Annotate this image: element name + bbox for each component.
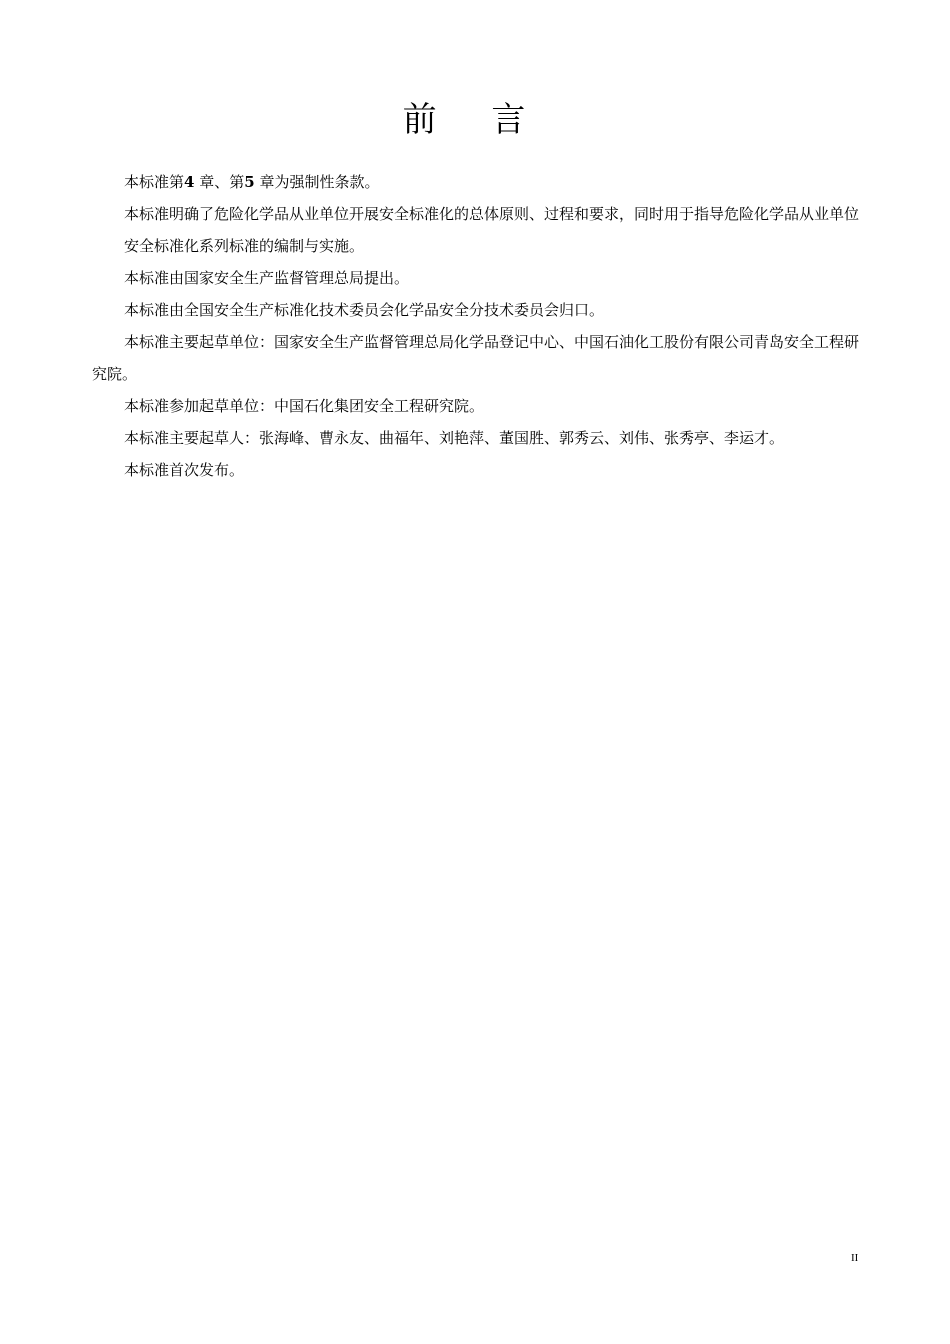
page-title: 前 言 (402, 100, 548, 140)
paragraph-mandatory-clauses (92, 166, 862, 198)
paragraph-main-drafters-org: 本标准主要起草单位：国家安全生产监督管理总局化学品登记中心、中国石油化工股份有限公司青岛安全工程研究院。 (92, 333, 860, 383)
chapter-number: 5 (244, 173, 255, 191)
text-fragment: 章为强制性条款。 (254, 173, 380, 191)
text-fragment: 章、第 (194, 173, 245, 191)
paragraph-scope: 本标准明确了危险化学品从业单位开展安全标准化的总体原则、过程和要求，同时用于指导危险化学品从业单位安全标准化系列标准的编制与实施。 (124, 205, 860, 255)
paragraph-participating-org: 本标准参加起草单位：中国石化集团安全工程研究院。 (124, 397, 485, 415)
paragraph-main-drafters: 本标准主要起草人：张海峰、曹永友、曲福年、刘艳萍、董国胜、郭秀云、刘伟、张秀亭、李运才。 (124, 429, 785, 447)
paragraph-administrator: 本标准由全国安全生产标准化技术委员会化学品安全分技术委员会归口。 (124, 301, 605, 319)
paragraph-first-release: 本标准首次发布。 (124, 461, 245, 479)
paragraph-proposer: 本标准由国家安全生产监督管理总局提出。 (124, 269, 410, 287)
chapter-number: 4 (184, 173, 195, 191)
page-number: II (851, 1252, 859, 1264)
text-fragment: 本标准第 (124, 173, 185, 191)
foreword-body (92, 166, 862, 486)
